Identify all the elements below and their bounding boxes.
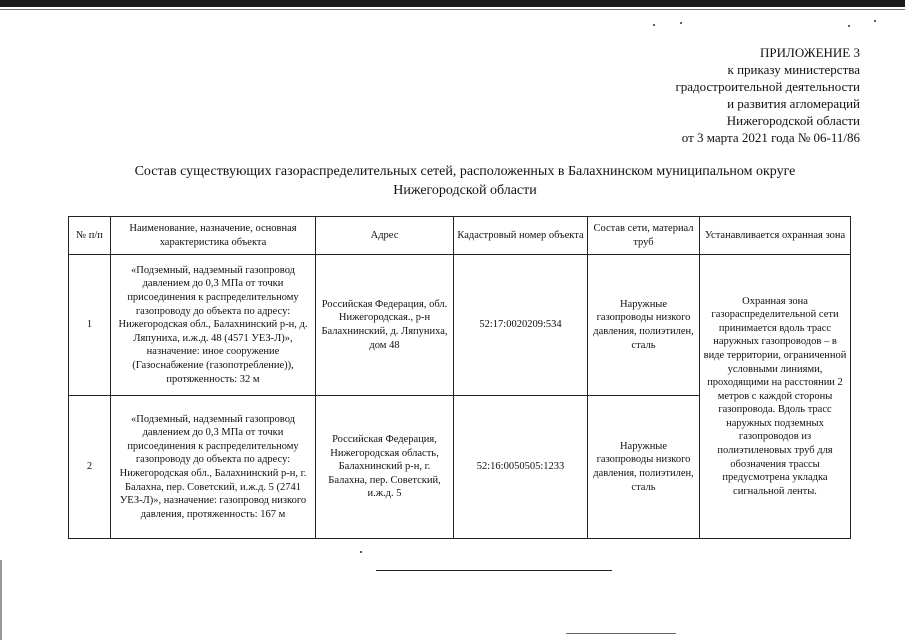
header-address: Адрес bbox=[316, 217, 454, 255]
cell-name: «Подземный, надземный газопровод давлением до 0,3 МПа от точки присоединения к распределительному газопроводу до объекта по адресу: Нижегородская обл., Балахнинский р-н, д. Ляпуниха, и.ж.д. 48 (4571 УЕЗ-Л)», назначение: иное сооружение (Газоснабжение (газопотребление)), протяженность: 32 м bbox=[111, 255, 316, 396]
scan-speck bbox=[653, 24, 655, 26]
appendix-line: градостроительной деятельности bbox=[675, 79, 860, 94]
header-num: № п/п bbox=[69, 217, 111, 255]
table-row bbox=[69, 255, 851, 396]
table-header-row bbox=[69, 217, 851, 255]
cell-cadastral: 52:16:0050505:1233 bbox=[454, 396, 588, 539]
scan-speck bbox=[848, 25, 850, 27]
cell-network: Наружные газопроводы низкого давления, полиэтилен, сталь bbox=[588, 396, 700, 539]
header-network: Состав сети, материал труб bbox=[588, 217, 700, 255]
cell-zone: Охранная зона газораспределительной сети принимается вдоль трасс наружных газопроводов – в виде территории, ограниченной условными линиями, проходящими на расстоянии 2 метров с каждой стороны газопровода. Вдоль трасс наружных подземных газопроводов из полиэтиленовых труб для обозначения трассы предусмотрена укладка сигнальной ленты. bbox=[700, 255, 851, 539]
header-zone: Устанавливается охранная зона bbox=[700, 217, 851, 255]
cell-num: 2 bbox=[69, 396, 111, 539]
scan-top-border bbox=[0, 0, 905, 7]
appendix-date-number: от 3 марта 2021 года № 06-11/86 bbox=[681, 130, 860, 145]
cell-address: Российская Федерация, Нижегородская область, Балахнинский р-н, г. Балахна, пер. Советский, и.ж.д. 5 bbox=[316, 396, 454, 539]
appendix-line: к приказу министерства bbox=[727, 62, 860, 77]
document-title-line-1: Состав существующих газораспределительных сетей, расположенных в Балахнинском муниципальном округе bbox=[134, 164, 796, 179]
cell-name: «Подземный, надземный газопровод давлением до 0,3 МПа от точки присоединения к распределительному газопроводу до объекта по адресу: Нижегородская обл., Балахнинский р-н, г. Балахна, пер. Советский, и.ж.д. 5 (2741 УЕЗ-Л)», назначение: газопровод низкого давления, протяженность: 167 м bbox=[111, 396, 316, 539]
cell-network: Наружные газопроводы низкого давления, полиэтилен, сталь bbox=[588, 255, 700, 396]
scan-speck bbox=[360, 551, 362, 553]
document-title bbox=[100, 162, 830, 200]
document-title-line-2: Нижегородской области bbox=[393, 183, 537, 198]
appendix-line: Нижегородской области bbox=[726, 113, 860, 128]
scan-speck bbox=[874, 20, 876, 22]
cell-cadastral: 52:17:0020209:534 bbox=[454, 255, 588, 396]
scan-bottom-mark bbox=[566, 633, 676, 634]
appendix-line: и развития агломераций bbox=[727, 96, 860, 111]
header-name: Наименование, назначение, основная характеристика объекта bbox=[111, 217, 316, 255]
header-cadastral: Кадастровый номер объекта bbox=[454, 217, 588, 255]
closing-rule bbox=[376, 570, 612, 571]
gas-networks-table bbox=[68, 216, 851, 539]
appendix-title: ПРИЛОЖЕНИЕ 3 bbox=[760, 45, 860, 60]
scan-speck bbox=[680, 22, 682, 24]
cell-address: Российская Федерация, обл. Нижегородская., р-н Балахнинский, д. Ляпуниха, дом 48 bbox=[316, 255, 454, 396]
scan-top-border-line bbox=[0, 9, 905, 10]
appendix-header bbox=[540, 44, 860, 146]
scan-left-shadow bbox=[0, 560, 2, 640]
cell-num: 1 bbox=[69, 255, 111, 396]
